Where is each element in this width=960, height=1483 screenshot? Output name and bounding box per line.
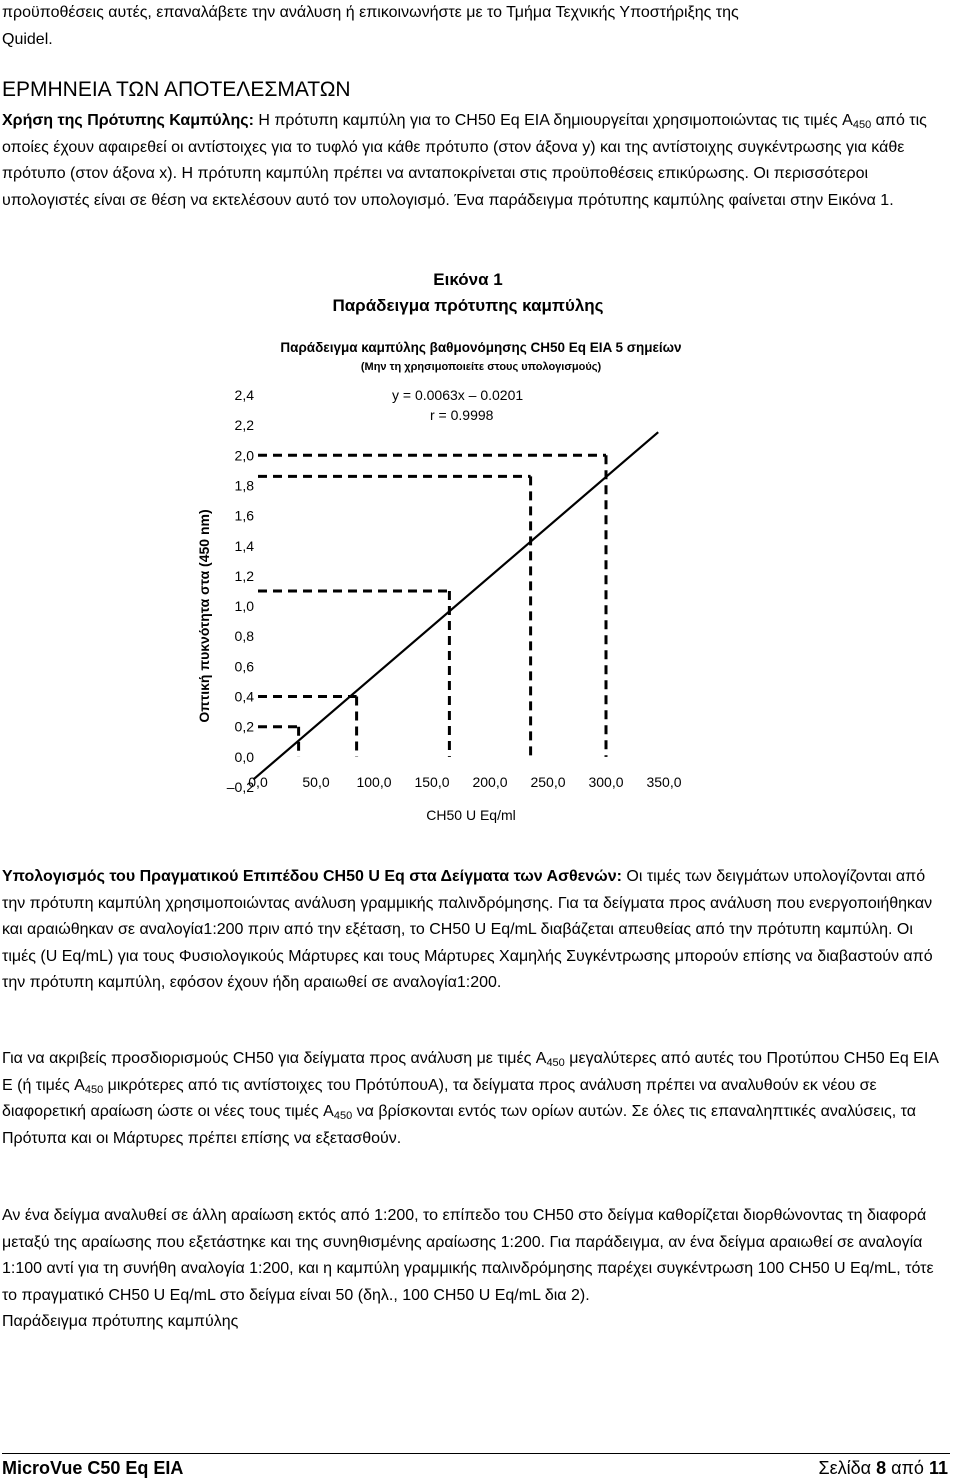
- y-tick-label: –0,2: [226, 779, 254, 795]
- dilution-paragraph: [2, 1203, 947, 1336]
- accuracy-text-2: μεγαλύτερες από αυτές του Προτύπου CH50 Eq EIA E (ή τιμές A: [2, 1050, 939, 1094]
- calculation-text: Οι τιμές των δειγμάτων υπολογίζονται από την πρότυπη καμπύλη χρησιμοποιώντας ανάλυση γραμμικής παλινδρόμησης. Για τα δείγματα προς ανάλυση που ενεργοποιήθηκαν και αραιώθηκαν σε αναλογία1:200 πριν από την εξέταση, το CH50 U Eq/mL διαβάζεται απευθείας από την πρότυπη καμπύλη. Οι τιμές (U Eq/mL) για τους Φυσιολογικούς Μάρτυρες και τους Μάρτυρες Χαμηλής Συγκέντρωσης μπορούν επίσης να διαβαστούν από την πρότυπη καμπύλη, εφόσον έχουν ήδη αραιωθεί σε αναλογία1:200.: [2, 868, 933, 991]
- chart-equation: y = 0.0063x – 0.0201: [392, 387, 524, 403]
- y-tick-label: 0,8: [234, 628, 254, 645]
- x-tick-label: 200,0: [472, 774, 508, 790]
- dilution-text: Αν ένα δείγμα αναλυθεί σε άλλη αραίωση εκτός από 1:200, το επίπεδο του CH50 στο δείγμα καθορίζεται διορθώνοντας τη διαφορά μεταξύ της αραίωσης που εξετάστηκε και της συνηθισμένης αραίωσης 1:200. Για παράδειγμα, αν ένα δείγμα αραιωθεί σε αναλογία 1:100 αντί για τη συνήθη αναλογία 1:200, και η καμπύλη γραμμικής παλινδρόμησης παρέχει συγκέντρωση 100 CH50 U Eq/mL, τότε το πραγματικό CH50 U Eq/mL στο δείγμα είναι 50 (δηλ., 100 CH50 U Eq/mL δια 2).: [2, 1207, 934, 1304]
- calculation-paragraph: [2, 864, 947, 997]
- chart-r-value: r = 0.9998: [430, 407, 494, 423]
- accuracy-text-1: Για να ακριβείς προσδιορισμούς CH50 για δείγματα προς ανάλυση με τιμές A: [2, 1050, 547, 1067]
- standard-curve-text-1: Η πρότυπη καμπύλη για το CH50 Eq EIA δημιουργείται χρησιμοποιώντας τις τιμές A: [253, 112, 853, 129]
- trailing-caption: Παράδειγμα πρότυπης καμπύλης: [2, 1313, 239, 1330]
- page-total: 11: [928, 1458, 948, 1478]
- footer-page-indicator: [818, 1458, 948, 1479]
- intro-line-1: προϋποθέσεις αυτές, επαναλάβετε την ανάλυση ή επικοινωνήστε με το Τμήμα Τεχνικής Υποστήριξης της: [2, 4, 739, 21]
- accuracy-paragraph: [2, 1046, 947, 1152]
- chart-subtitle: (Μην τη χρησιμοποιείτε στους υπολογισμούς): [360, 361, 602, 373]
- y-tick-label: 0,0: [234, 748, 254, 765]
- y-tick-label: 1,6: [234, 507, 254, 524]
- x-axis-label: CH50 U Eq/ml: [426, 807, 516, 823]
- standard-curve-paragraph: [2, 108, 947, 214]
- x-tick-label: 0,0: [248, 774, 268, 790]
- x-tick-label: 350,0: [646, 774, 682, 790]
- x-tick-label: 50,0: [302, 774, 330, 790]
- a450-subscript-3: 450: [333, 1110, 353, 1122]
- a450-subscript-2: 450: [84, 1083, 104, 1096]
- page-word: Σελίδα: [818, 1458, 872, 1478]
- x-tick-label: 150,0: [414, 774, 450, 790]
- y-tick-label: 1,4: [234, 537, 254, 554]
- y-axis-label: Οπτική πυκνότητα στα (450 nm): [196, 509, 212, 723]
- y-tick-label: 2,4: [234, 387, 254, 403]
- a450-subscript: 450: [852, 119, 872, 131]
- calculation-label: Υπολογισμός του Πραγματικού Επιπέδου CH50 U Eq στα Δείγματα των Ασθενών:: [2, 868, 622, 885]
- of-word: από: [891, 1458, 924, 1478]
- accuracy-text-4: να βρίσκονται εντός των ορίων αυτών. Σε όλες τις επαναληπτικές αναλύσεις, τα Πρότυπα και οι Μάρτυρες πρέπει επίσης να εξετασθούν.: [2, 1103, 916, 1147]
- standard-curve-text-2: από τις οποίες έχουν αφαιρεθεί οι αντίστοιχες για το τυφλό για κάθε πρότυπο (στον άξονα y) και της αντίστοιχης συγκέντρωσης για κάθε πρότυπο (στον άξονα x). Η πρότυπη καμπύλη πρέπει να ανταποκρίνεται στις προϋποθέσεις επικύρωσης. Οι περισσότεροι υπολογιστές είναι σε θέση να εκτελέσουν αυτό τον υπολογισμό. Ένα παράδειγμα πρότυπης καμπύλης φαίνεται στην Εικόνα 1.: [2, 112, 927, 209]
- x-tick-label: 100,0: [356, 774, 392, 790]
- regression-line: [253, 432, 658, 779]
- standard-curve-label: Χρήση της Πρότυπης Καμπύλης:: [2, 112, 254, 129]
- y-tick-label: 2,0: [234, 447, 254, 464]
- figure-title: Παράδειγμα πρότυπης καμπύλης: [332, 296, 604, 315]
- y-tick-label: 1,8: [234, 477, 254, 494]
- y-tick-label: 0,6: [234, 658, 254, 675]
- y-tick-label: 1,0: [234, 598, 254, 615]
- y-tick-label: 2,2: [234, 417, 254, 434]
- page-number: 8: [876, 1458, 887, 1478]
- y-tick-label: 0,4: [234, 688, 254, 705]
- footer-divider: [2, 1453, 950, 1454]
- figure-number: Εικόνα 1: [433, 270, 503, 289]
- intro-text: [2, 0, 947, 53]
- footer-product: MicroVue C50 Eq EIA: [2, 1458, 184, 1478]
- y-tick-label: 0,2: [234, 718, 254, 735]
- accuracy-text-3: μικρότερες από τις αντίστοιχες του ΠρότύπουA), τα δείγματα προς ανάλυση πρέπει να αναλυθούν εκ νέου σε διαφορετική αραίωση ώστε οι νέες τους τιμές A: [2, 1076, 877, 1120]
- x-tick-label: 250,0: [530, 774, 566, 790]
- x-tick-label: 300,0: [588, 774, 624, 790]
- standard-curve-chart: [180, 330, 760, 830]
- y-tick-label: 1,2: [234, 567, 254, 584]
- a450-subscript-1: 450: [546, 1057, 565, 1069]
- chart-title: Παράδειγμα καμπύλης βαθμονόμησης CH50 Eq EIA 5 σημείων: [280, 340, 682, 355]
- intro-line-2: Quidel.: [2, 30, 53, 48]
- section-heading: ΕΡΜΗΝΕΙΑ ΤΩΝ ΑΠΟΤΕΛΕΣΜΑΤΩΝ: [2, 78, 351, 101]
